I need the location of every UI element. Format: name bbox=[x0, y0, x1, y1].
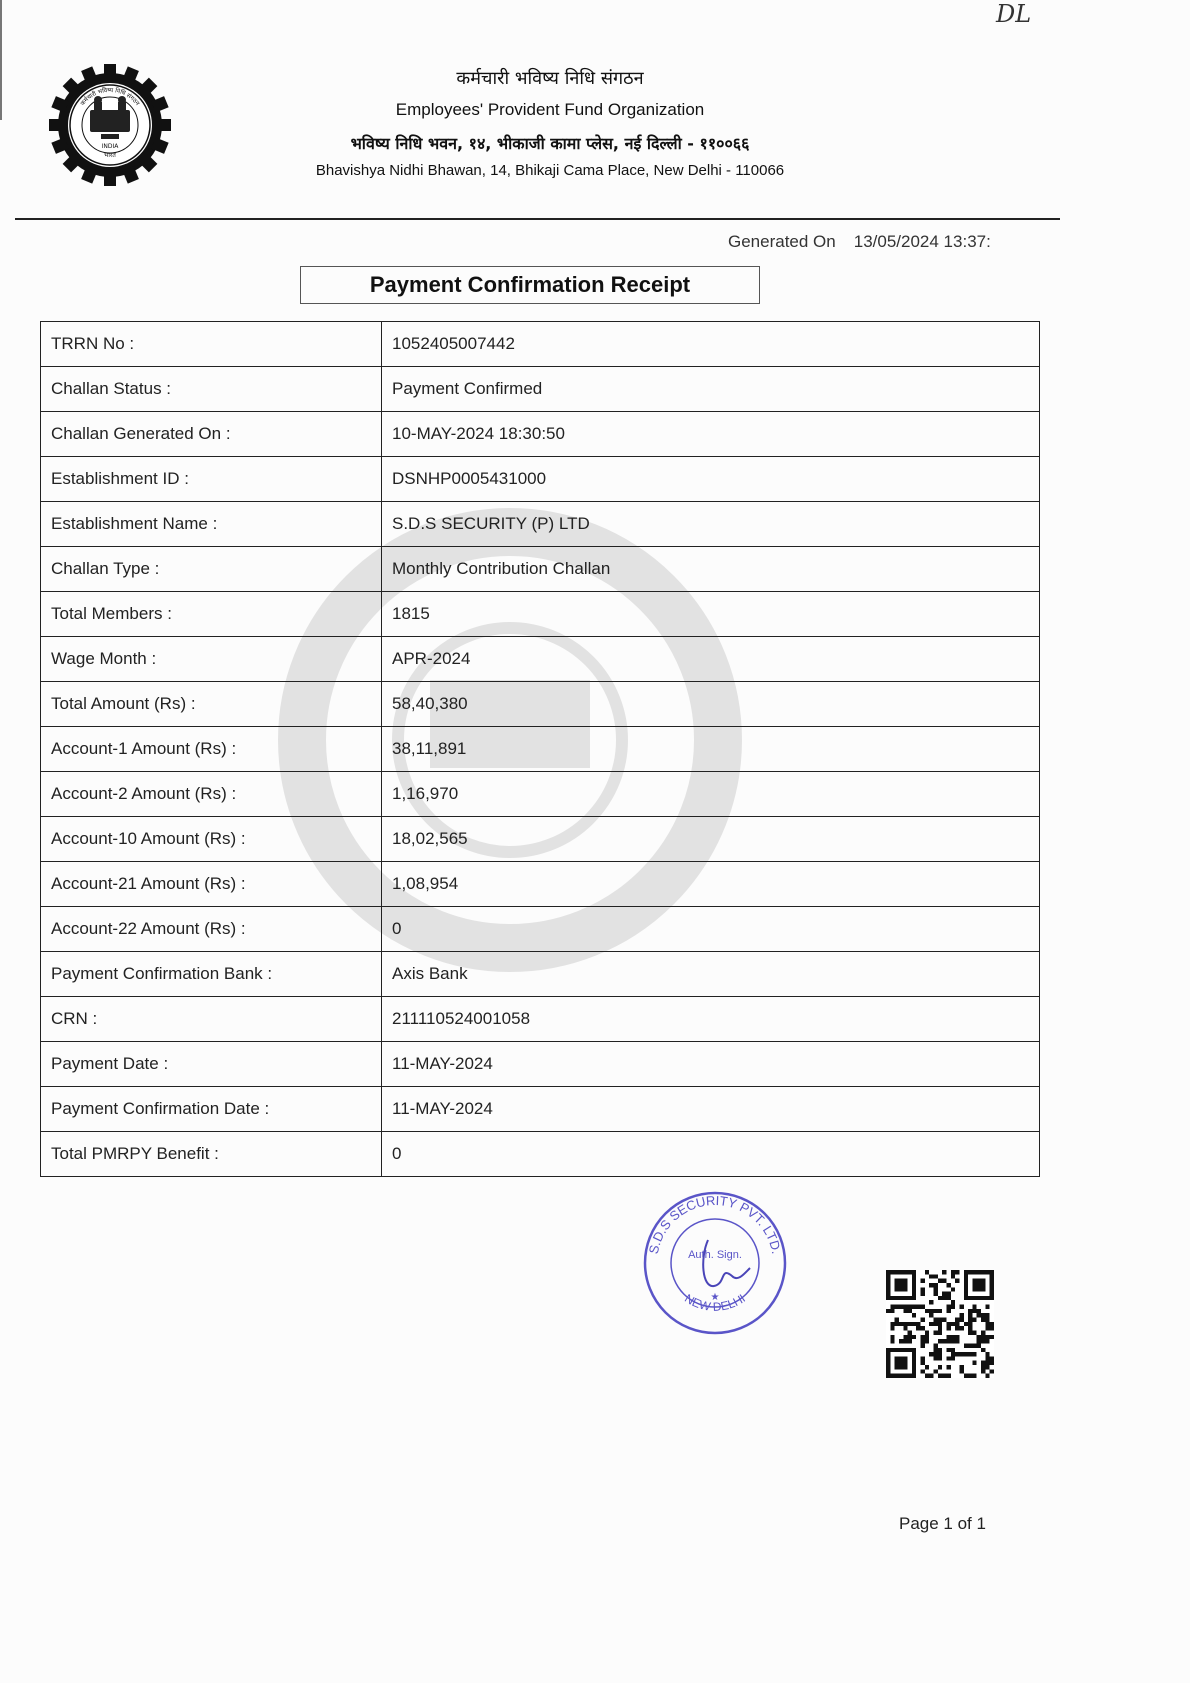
generated-on-value: 13/05/2024 13:37: bbox=[853, 232, 991, 251]
table-row bbox=[41, 412, 1040, 457]
field-label: Account-1 Amount (Rs) : bbox=[41, 727, 382, 772]
org-name-hindi: कर्मचारी भविष्य निधि संगठन bbox=[456, 68, 644, 89]
scan-edge-mark bbox=[0, 0, 8, 120]
svg-text:INDIA: INDIA bbox=[101, 143, 119, 150]
field-label: Payment Confirmation Date : bbox=[41, 1087, 382, 1132]
field-label: Total Members : bbox=[41, 592, 382, 637]
field-value: 10-MAY-2024 18:30:50 bbox=[382, 412, 1040, 457]
table-row bbox=[41, 457, 1040, 502]
table-row bbox=[41, 727, 1040, 772]
field-value: 11-MAY-2024 bbox=[382, 1087, 1040, 1132]
field-label: Account-10 Amount (Rs) : bbox=[41, 817, 382, 862]
svg-text:भारत: भारत bbox=[104, 152, 116, 159]
handwritten-mark: DL bbox=[996, 0, 1032, 28]
generated-on bbox=[728, 232, 991, 252]
generated-on-label: Generated On bbox=[728, 232, 836, 251]
field-label: Total Amount (Rs) : bbox=[41, 682, 382, 727]
field-value: 0 bbox=[382, 907, 1040, 952]
field-label: CRN : bbox=[41, 997, 382, 1042]
svg-text:NEW DELHI: NEW DELHI bbox=[682, 1291, 748, 1314]
table-row bbox=[41, 1087, 1040, 1132]
table-row bbox=[41, 862, 1040, 907]
field-label: Challan Status : bbox=[41, 367, 382, 412]
field-value: Monthly Contribution Challan bbox=[382, 547, 1040, 592]
field-value: 1052405007442 bbox=[382, 322, 1040, 367]
field-label: Payment Date : bbox=[41, 1042, 382, 1087]
svg-text:★: ★ bbox=[710, 1292, 720, 1303]
field-value: 58,40,380 bbox=[382, 682, 1040, 727]
field-label: Total PMRPY Benefit : bbox=[41, 1132, 382, 1177]
svg-text:कर्मचारी भविष्य निधि संगठन: कर्मचारी भविष्य निधि संगठन bbox=[79, 86, 141, 108]
org-address-english: Bhavishya Nidhi Bhawan, 14, Bhikaji Cama Place, New Delhi - 110066 bbox=[315, 162, 785, 179]
field-value: Payment Confirmed bbox=[382, 367, 1040, 412]
field-value: 38,11,891 bbox=[382, 727, 1040, 772]
field-value: APR-2024 bbox=[382, 637, 1040, 682]
field-label: Wage Month : bbox=[41, 637, 382, 682]
table-row bbox=[41, 502, 1040, 547]
field-value: DSNHP0005431000 bbox=[382, 457, 1040, 502]
table-row bbox=[41, 817, 1040, 862]
epfo-logo bbox=[45, 60, 175, 190]
receipt-details-table bbox=[40, 321, 1040, 1177]
org-header bbox=[280, 66, 820, 179]
table-row bbox=[41, 1132, 1040, 1177]
field-label: TRRN No : bbox=[41, 322, 382, 367]
field-label: Establishment Name : bbox=[41, 502, 382, 547]
qr-code bbox=[886, 1270, 994, 1378]
field-value: 0 bbox=[382, 1132, 1040, 1177]
field-value: 1,08,954 bbox=[382, 862, 1040, 907]
org-name-english: Employees' Provident Fund Organization bbox=[395, 100, 705, 119]
field-label: Account-2 Amount (Rs) : bbox=[41, 772, 382, 817]
table-row bbox=[41, 592, 1040, 637]
table-row bbox=[41, 547, 1040, 592]
field-value: S.D.S SECURITY (P) LTD bbox=[382, 502, 1040, 547]
svg-text:Auth. Sign.: Auth. Sign. bbox=[688, 1249, 742, 1261]
table-row bbox=[41, 952, 1040, 997]
field-value: 1815 bbox=[382, 592, 1040, 637]
field-label: Establishment ID : bbox=[41, 457, 382, 502]
field-value: Axis Bank bbox=[382, 952, 1040, 997]
svg-text:S.D.S SECURITY PVT. LTD.: S.D.S SECURITY PVT. LTD. bbox=[645, 1192, 785, 1256]
field-value: 1,16,970 bbox=[382, 772, 1040, 817]
receipt-title: Payment Confirmation Receipt bbox=[300, 266, 760, 304]
table-row bbox=[41, 322, 1040, 367]
table-row bbox=[41, 682, 1040, 727]
org-address-hindi: भविष्य निधि भवन, १४, भीकाजी कामा प्लेस, नई दिल्ली - ११००६६ bbox=[350, 134, 750, 153]
field-label: Challan Type : bbox=[41, 547, 382, 592]
field-value: 211110524001058 bbox=[382, 997, 1040, 1042]
table-row bbox=[41, 772, 1040, 817]
field-label: Account-22 Amount (Rs) : bbox=[41, 907, 382, 952]
field-label: Account-21 Amount (Rs) : bbox=[41, 862, 382, 907]
field-label: Payment Confirmation Bank : bbox=[41, 952, 382, 997]
table-row bbox=[41, 907, 1040, 952]
table-row bbox=[41, 367, 1040, 412]
table-row bbox=[41, 997, 1040, 1042]
field-value: 18,02,565 bbox=[382, 817, 1040, 862]
company-stamp bbox=[640, 1188, 790, 1338]
page-number: Page 1 of 1 bbox=[899, 1514, 986, 1533]
field-value: 11-MAY-2024 bbox=[382, 1042, 1040, 1087]
field-label: Challan Generated On : bbox=[41, 412, 382, 457]
table-row bbox=[41, 1042, 1040, 1087]
header-divider bbox=[15, 218, 1060, 220]
table-row bbox=[41, 637, 1040, 682]
